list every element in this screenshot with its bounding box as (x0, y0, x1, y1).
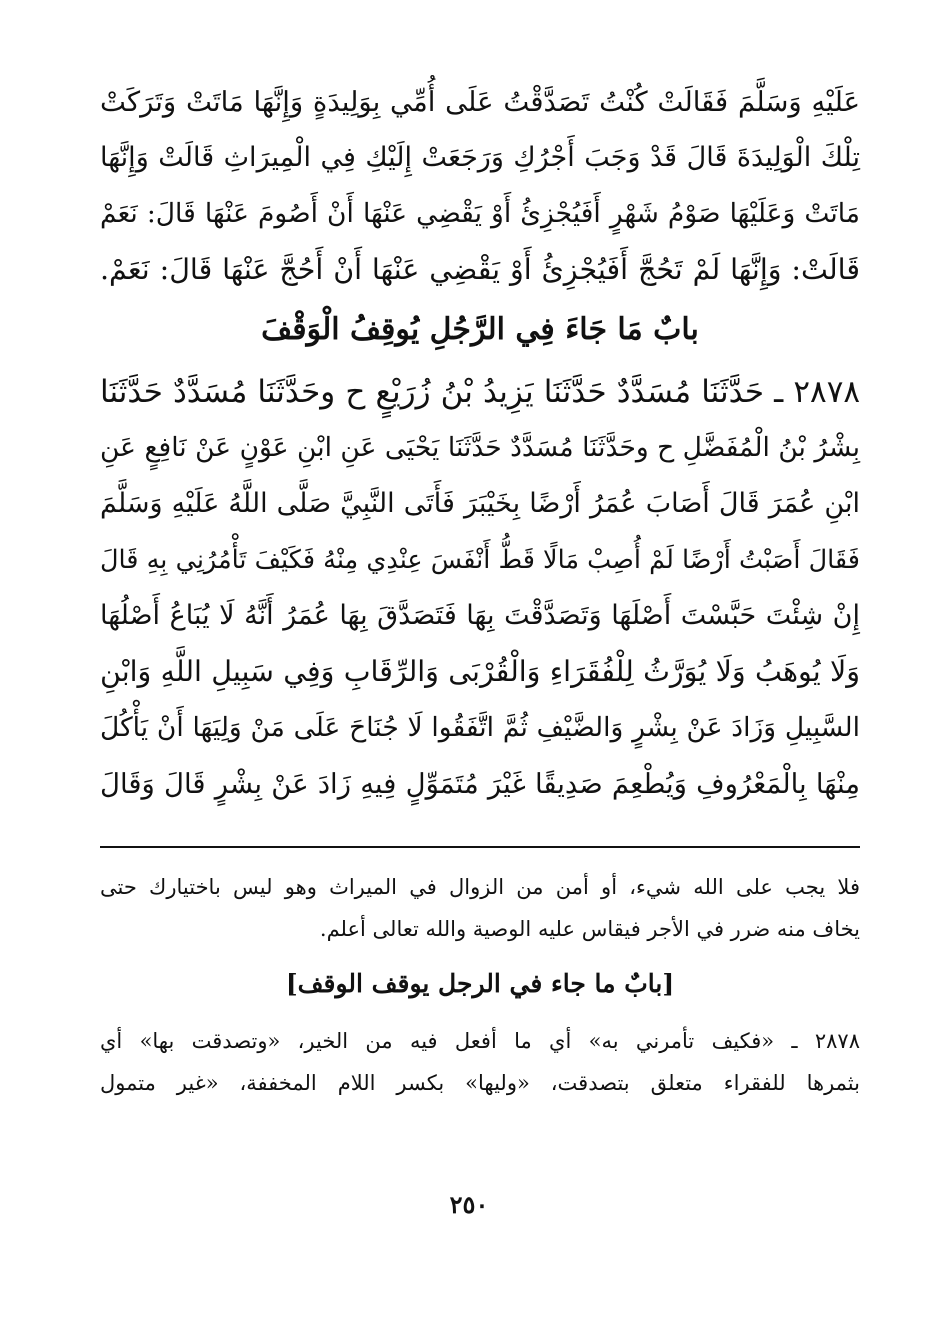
hadith-line: فَقَالَ أَصَبْتُ أَرْضًا لَمْ أُصِبْ مَالًا قَطُّ أَنْفَسَ عِنْدِي مِنْهُ فَكَيْفَ تَأْمُرُنِي بِهِ قَالَ (100, 545, 860, 575)
footnote-divider (100, 846, 860, 848)
commentary-line: يخاف منه ضرر في الأجر فيقاس عليه الوصية والله تعالى أعلم. (319, 917, 860, 941)
page-number: ٢٥٠ (449, 1190, 489, 1219)
hadith-line: ابْنِ عُمَرَ قَالَ أَصَابَ عُمَرُ أَرْضًا بِخَيْبَرَ فَأَتَى النَّبِيَّ صَلَّى اللَّهُ عَلَيْهِ وَسَلَّمَ (100, 488, 860, 519)
text-line: مَاتَتْ وَعَلَيْهَا صَوْمُ شَهْرٍ أَفَيُجْزِئُ أَوْ يَقْضِي عَنْهَا أَنْ أَصُومَ عَنْهَا قَالَ: نَعَمْ (100, 198, 860, 229)
hadith-line: مِنْهَا بِالْمَعْرُوفِ وَيُطْعِمَ صَدِيقًا غَيْرَ مُتَمَوِّلٍ فِيهِ زَادَ عَنْ بِشْرٍ قَالَ وَقَالَ (100, 768, 860, 800)
commentary-line: بثمرها للفقراء متعلق بتصدقت، «وليها» بكسر اللام المخففة، «غير متمول (100, 1071, 860, 1095)
text-line: تِلْكَ الْوَلِيدَةَ قَالَ قَدْ وَجَبَ أَجْرُكِ وَرَجَعَتْ إِلَيْكِ فِي الْمِيرَاثِ قَالَتْ وَإِنَّهَا (100, 142, 860, 173)
hadith-line: وَلَا يُوهَبُ وَلَا يُوَرَّثُ لِلْفُقَرَاءِ وَالْقُرْبَى وَالرِّقَابِ وَفِي سَبِيلِ اللَّهِ وَابْنِ (100, 655, 860, 688)
text-line: عَلَيْهِ وَسَلَّمَ فَقَالَتْ كُنْتُ تَصَدَّقْتُ عَلَى أُمِّي بِوَلِيدَةٍ وَإِنَّهَا مَاتَتْ وَتَرَكَتْ (100, 86, 860, 118)
commentary-heading: [بابٌ ما جاء في الرجل يوقف الوقف] (285, 969, 675, 998)
text-line: قَالَتْ: وَإِنَّهَا لَمْ تَحُجَّ أَفَيُجْزِئُ أَوْ يَقْضِي عَنْهَا أَنْ أَحُجَّ عَنْهَا قَالَ: نَعَمْ. (100, 253, 860, 286)
hadith-line: ٢٨٧٨ ـ حَدَّثَنَا مُسَدَّدٌ حَدَّثَنَا يَزِيدُ بْنُ زُرَيْعٍ ح وحَدَّثَنَا مُسَدَّدٌ حَدَّثَنَا (100, 374, 860, 410)
hadith-line: بِشْرُ بْنُ الْمُفَضَّلِ ح وحَدَّثَنَا مُسَدَّدٌ حَدَّثَنَا يَحْيَى عَنِ ابْنِ عَوْنٍ عَنْ نَافِعٍ عَنِ (100, 432, 860, 463)
hadith-line: السَّبِيلِ وَزَادَ عَنْ بِشْرٍ وَالضَّيْفِ ثُمَّ اتَّفَقُوا لَا جُنَاحَ عَلَى مَنْ وَلِيَهَا أَنْ يَأْكُلَ (100, 712, 860, 743)
commentary-line: ٢٨٧٨ ـ «فكيف تأمرني به» أي ما أفعل فيه من الخير، «وتصدقت بها» أي (100, 1029, 860, 1053)
commentary-block (100, 866, 860, 1104)
chapter-heading: بابٌ مَا جَاءَ فِي الرَّجُلِ يُوقِفُ الْوَقْفَ (261, 312, 699, 347)
commentary-line: فلا يجب على الله شيء، أو أمن من الزوال في الميراث وهو ليس باختيارك حتى (100, 875, 860, 899)
main-text-block (100, 74, 860, 812)
hadith-line: إِنْ شِئْتَ حَبَّسْتَ أَصْلَهَا وَتَصَدَّقْتَ بِهَا فَتَصَدَّقَ بِهَا عُمَرُ أَنَّهُ لَا يُبَاعُ أَصْلُهَا (100, 600, 860, 631)
